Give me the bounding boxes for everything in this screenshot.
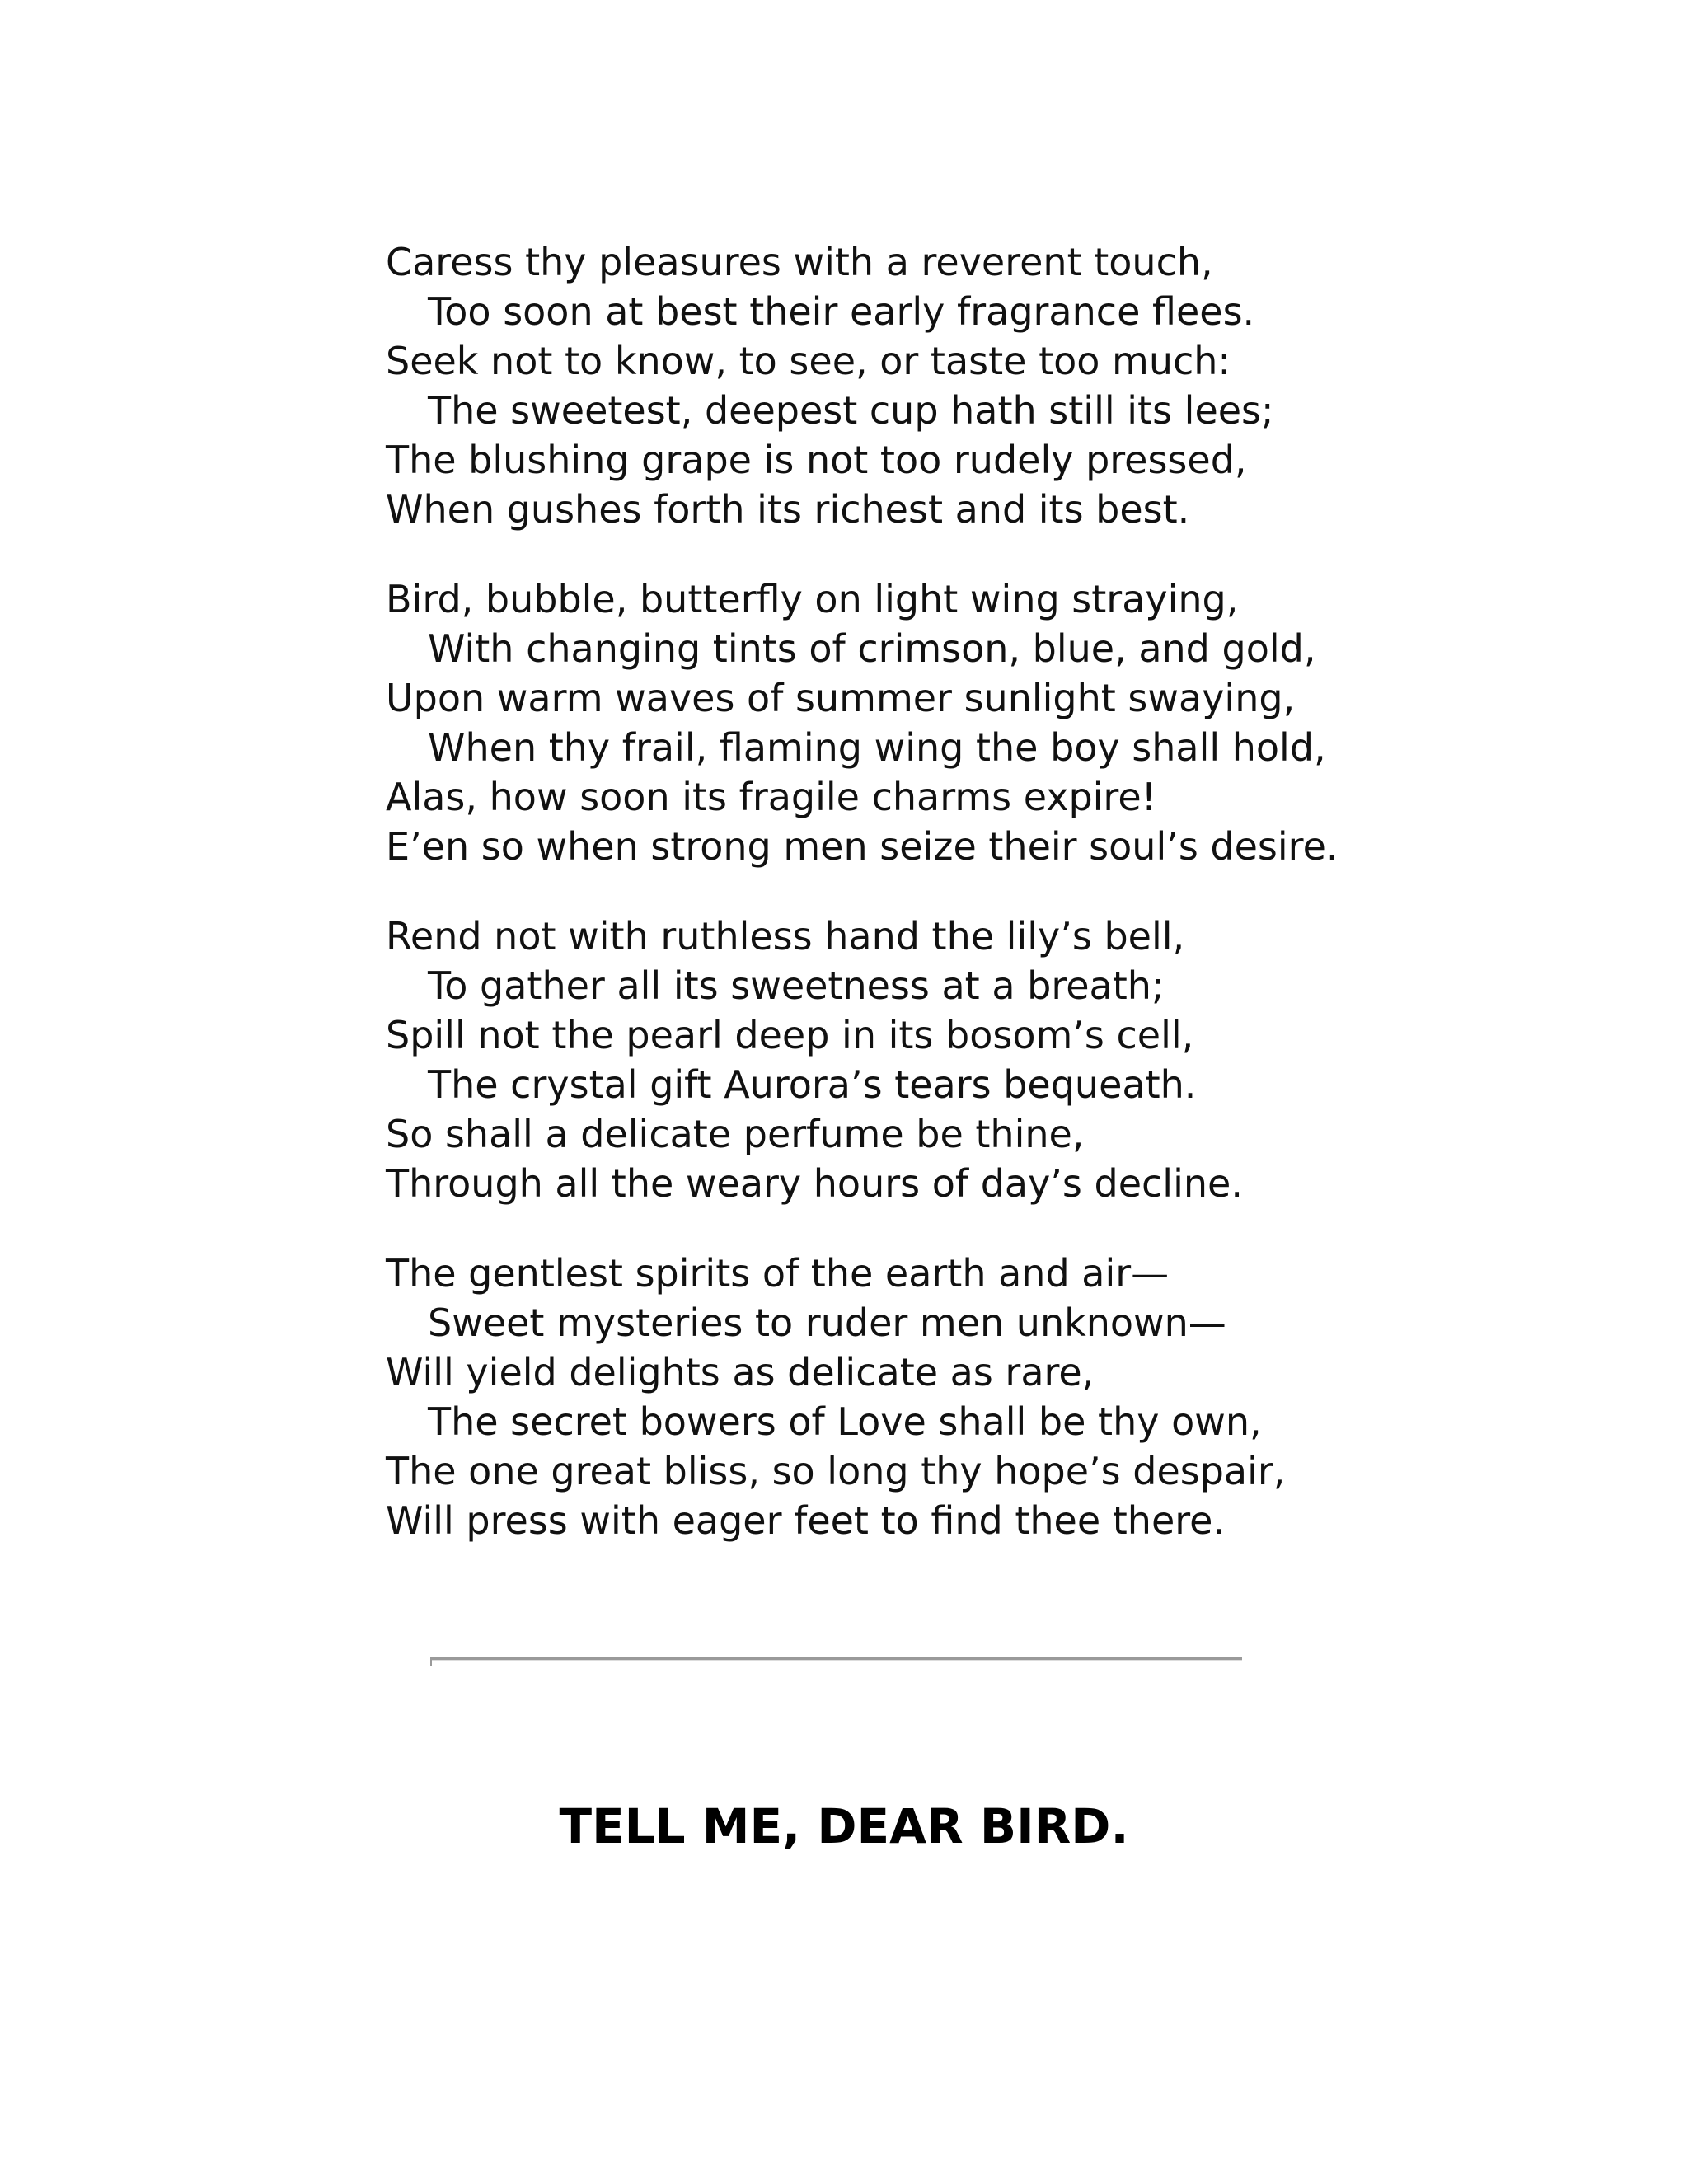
poem-line: The blushing grape is not too rudely pressed, bbox=[386, 438, 1247, 482]
poem-line: Alas, how soon its fragile charms expire! bbox=[386, 775, 1157, 819]
poem-line: So shall a delicate perfume be thine, bbox=[386, 1112, 1085, 1156]
poem-line: The crystal gift Aurora’s tears bequeath. bbox=[428, 1062, 1197, 1107]
poem-line: Will yield delights as delicate as rare, bbox=[386, 1350, 1095, 1394]
poem-line: Upon warm waves of summer sunlight swaying, bbox=[386, 676, 1296, 720]
poem-line: Will press with eager feet to find thee there. bbox=[386, 1498, 1226, 1543]
poem-line: When gushes forth its richest and its best. bbox=[386, 487, 1190, 532]
stanza-4 bbox=[386, 1249, 1375, 1545]
poem-line: The secret bowers of Love shall be thy own, bbox=[428, 1399, 1262, 1444]
stanza-2 bbox=[386, 574, 1375, 871]
poem-line: The gentlest spirits of the earth and air— bbox=[386, 1251, 1170, 1296]
poem-line: When thy frail, flaming wing the boy shall hold, bbox=[428, 725, 1326, 770]
poem-line: Spill not the pearl deep in its bosom’s cell, bbox=[386, 1013, 1194, 1057]
poem-line: With changing tints of crimson, blue, and gold, bbox=[428, 626, 1316, 671]
poem-line: Bird, bubble, butterfly on light wing straying, bbox=[386, 577, 1239, 621]
stanza-1 bbox=[386, 237, 1375, 534]
poem-line: E’en so when strong men seize their soul’s desire. bbox=[386, 824, 1339, 869]
section-divider bbox=[430, 1657, 1242, 1661]
poem-line: Sweet mysteries to ruder men unknown— bbox=[428, 1301, 1226, 1345]
poem-body bbox=[386, 237, 1375, 1586]
poem-line: Too soon at best their early fragrance flees. bbox=[428, 289, 1255, 334]
stanza-3 bbox=[386, 912, 1375, 1208]
poem-line: The sweetest, deepest cup hath still its lees; bbox=[428, 388, 1274, 433]
poem-line: Seek not to know, to see, or taste too much: bbox=[386, 339, 1231, 383]
section-title: TELL ME, DEAR BIRD. bbox=[559, 1798, 1129, 1855]
poem-line: Caress thy pleasures with a reverent touch, bbox=[386, 240, 1213, 284]
poem-line: Rend not with ruthless hand the lily’s bell, bbox=[386, 914, 1185, 958]
poem-line: Through all the weary hours of day’s decline. bbox=[386, 1161, 1243, 1206]
poem-line: The one great bliss, so long thy hope’s despair, bbox=[386, 1449, 1286, 1493]
poem-line: To gather all its sweetness at a breath; bbox=[428, 963, 1165, 1008]
